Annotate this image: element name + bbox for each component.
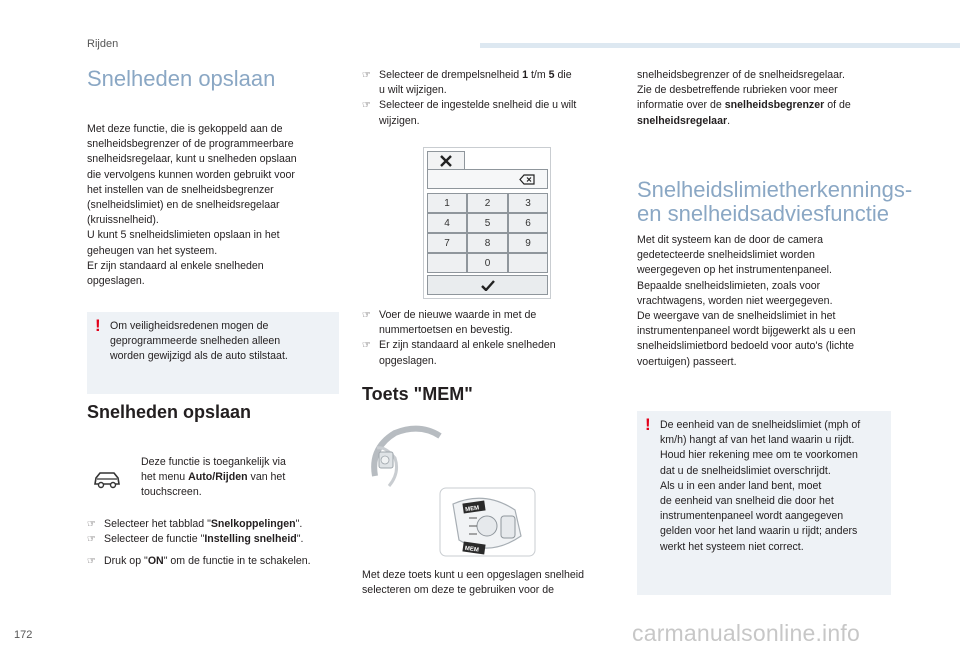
- text: Selecteer de drempelsnelheid: [379, 69, 523, 81]
- mem-section-title: Toets "MEM": [362, 384, 473, 404]
- warning-line: werkt het systeem niet correct.: [660, 540, 804, 553]
- continued-paragraph: [637, 68, 897, 129]
- key-4[interactable]: 4: [427, 213, 467, 233]
- threshold-steps: [362, 68, 617, 129]
- bullet-icon: ☞: [362, 100, 371, 112]
- safety-warning-box: [87, 312, 339, 394]
- menu-auto: Auto: [188, 471, 213, 484]
- warning-line: worden gewijzigd als de auto stilstaat.: [110, 350, 288, 363]
- speed-limit-recognition-title: [637, 177, 913, 227]
- body-line: voertuigen) passeert.: [637, 355, 737, 368]
- text: Selecteer de functie ": [104, 533, 205, 546]
- step-item: [362, 308, 617, 338]
- menu-note-line: [141, 470, 331, 485]
- menu-note-line: touchscreen.: [141, 486, 202, 499]
- bullet-icon: ☞: [87, 556, 96, 567]
- intro-line: snelheidsbegrenzer of de programmeerbare: [87, 138, 294, 151]
- bullet-icon: ☞: [87, 519, 96, 530]
- text: ".: [295, 518, 303, 530]
- key-5[interactable]: 5: [467, 213, 508, 233]
- keypad-illustration: [423, 147, 551, 299]
- continued-line: Zie de desbetreffende rubrieken voor meer: [637, 84, 838, 97]
- recognition-body: [637, 233, 902, 370]
- text: .: [727, 114, 731, 127]
- text: " om de functie in te schakelen.: [163, 555, 311, 567]
- step-item: [362, 98, 617, 128]
- intro-line: die vervolgens kunnen worden gebruikt voor: [87, 168, 295, 181]
- intro-line: (kruissnelheid).: [87, 214, 159, 227]
- page-title: Snelheden opslaan: [87, 66, 276, 91]
- unit-warning-box: [637, 411, 891, 595]
- keypad-close-button[interactable]: [427, 151, 465, 171]
- mem-description-line: selecteren om deze te gebruiken voor de: [362, 584, 554, 597]
- key-8[interactable]: 8: [467, 233, 508, 253]
- function-name: Instelling snelheid: [204, 533, 297, 546]
- text: informatie over de: [637, 99, 725, 112]
- bullet-icon: ☞: [87, 534, 96, 546]
- term: snelheidsbegrenzer: [724, 99, 825, 112]
- header-rule: [480, 43, 960, 48]
- text: opgeslagen.: [379, 354, 437, 367]
- key-0[interactable]: 0: [467, 253, 508, 273]
- keypad-confirm-button[interactable]: [427, 275, 548, 295]
- menu-separator: /: [212, 471, 216, 484]
- intro-line: het instellen van de snelheidsbegrenzer: [87, 183, 274, 196]
- text: van het: [247, 471, 286, 484]
- text: Er zijn standaard al enkele snelheden: [379, 339, 556, 352]
- warning-icon: !: [95, 316, 101, 335]
- warning-line: Als u in een ander land bent, moet: [660, 479, 822, 492]
- key-blank-right: [508, 253, 548, 273]
- section-subtitle: Snelheden opslaan: [87, 402, 252, 422]
- body-line: vrachtwagens, worden niet weergegeven.: [637, 294, 833, 307]
- continued-line: [637, 98, 897, 113]
- steps-list-b: [87, 554, 357, 569]
- menu-access-note: [141, 455, 331, 501]
- intro-line: opgeslagen.: [87, 275, 145, 288]
- body-line: instrumentenpaneel wordt bijgewerkt als u een: [637, 325, 856, 338]
- mem-label-top: MEM: [464, 505, 480, 514]
- on-label: ON: [147, 555, 164, 567]
- steps-list-a: [87, 517, 347, 547]
- mem-label-bottom: MEM: [464, 545, 480, 554]
- text: u wilt wijzigen.: [379, 84, 447, 97]
- intro-line: U kunt 5 snelheidslimieten opslaan in het: [87, 229, 280, 242]
- continued-line: [637, 114, 897, 129]
- key-1[interactable]: 1: [427, 193, 467, 213]
- warning-line: geprogrammeerde snelheden alleen: [110, 335, 281, 348]
- step-item: [362, 338, 617, 368]
- bullet-icon: ☞: [362, 310, 371, 321]
- key-3[interactable]: 3: [508, 193, 548, 213]
- text: ".: [296, 533, 304, 546]
- warning-line: gelden voor het land waarin u rijdt; anders: [660, 525, 858, 538]
- watermark: carmanualsonline.info: [632, 620, 860, 646]
- mem-description-line: Met deze toets kunt u een opgeslagen snelheid: [362, 569, 585, 581]
- text: Druk op ": [104, 555, 148, 567]
- key-2[interactable]: 2: [467, 193, 508, 213]
- tab-name: Snelkoppelingen: [210, 518, 296, 530]
- intro-line: geheugen van het systeem.: [87, 244, 218, 257]
- warning-line: km/h) hangt af van het land waarin u rijdt.: [660, 434, 855, 447]
- text: het menu: [141, 471, 189, 484]
- intro-line: Er zijn standaard al enkele snelheden: [87, 259, 264, 272]
- body-line: Bepaalde snelheidslimieten, zoals voor: [637, 279, 821, 292]
- steering-wheel-mem-illustration: [365, 418, 560, 558]
- value: 1: [522, 69, 529, 81]
- warning-line: Houd hier rekening mee om te voorkomen: [660, 449, 858, 462]
- intro-line: Met deze functie, die is gekoppeld aan de: [87, 123, 283, 135]
- menu-rijden: Rijden: [215, 471, 248, 484]
- text: Selecteer de ingestelde snelheid die u wilt: [379, 99, 577, 112]
- intro-paragraph: [87, 122, 337, 289]
- body-line: snelheidslimietbord bedoeld voor auto's (lichte: [637, 340, 854, 353]
- warning-line: instrumentenpaneel wordt aangegeven: [660, 510, 844, 523]
- bullet-icon: ☞: [362, 70, 371, 81]
- checkmark-icon: [481, 280, 495, 291]
- page-number: 172: [14, 629, 33, 641]
- text: Selecteer het tabblad ": [104, 518, 211, 530]
- body-line: weergegeven op het instrumentenpaneel.: [637, 264, 832, 277]
- warning-icon: !: [645, 415, 651, 434]
- step-item: [87, 554, 357, 569]
- text: Voer de nieuwe waarde in met de: [379, 309, 537, 321]
- step-item: [362, 68, 617, 98]
- body-line: De weergave van de snelheidslimiet in het: [637, 310, 836, 323]
- warning-line: dat u de snelheidslimiet overschrijdt.: [660, 464, 831, 477]
- keypad-input-field[interactable]: [427, 169, 548, 189]
- title-line: en snelheidsadviesfunctie: [637, 201, 889, 227]
- mem-description: [362, 568, 622, 598]
- section-label: Rijden: [87, 38, 119, 50]
- warning-line: De eenheid van de snelheidslimiet (mph of: [660, 419, 861, 431]
- car-icon: [92, 469, 122, 491]
- text: of de: [824, 99, 851, 112]
- body-line: gedetecteerde snelheidslimiet worden: [637, 249, 815, 262]
- warning-line: de eenheid van snelheid die door het: [660, 495, 834, 508]
- text: nummertoetsen en bevestig.: [379, 324, 513, 337]
- continued-line: snelheidsbegrenzer of de snelheidsregelaar.: [637, 69, 845, 81]
- key-blank-left: [427, 253, 467, 273]
- term: snelheidsregelaar: [637, 114, 728, 127]
- text: wijzigen.: [379, 114, 420, 127]
- warning-line: Om veiligheidsredenen mogen de: [110, 320, 269, 332]
- value: 5: [548, 69, 555, 81]
- body-line: Met dit systeem kan de door de camera: [637, 234, 824, 246]
- bullet-icon: ☞: [362, 340, 371, 352]
- backspace-icon: [519, 174, 535, 185]
- intro-line: (snelheidslimiet) en de snelheidsregelaar: [87, 199, 280, 212]
- text: die: [554, 69, 572, 81]
- menu-note-line: Deze functie is toegankelijk via: [141, 456, 286, 468]
- key-9[interactable]: 9: [508, 233, 548, 253]
- step-item: [87, 532, 347, 547]
- key-6[interactable]: 6: [508, 213, 548, 233]
- intro-line: snelheidsregelaar, kunt u snelheden opslaan: [87, 153, 297, 166]
- key-7[interactable]: 7: [427, 233, 467, 253]
- title-line: Snelheidslimietherkennings-: [637, 177, 913, 202]
- close-icon: [440, 155, 452, 167]
- step-item: [87, 517, 347, 532]
- text: t/m: [528, 69, 549, 81]
- entry-steps: [362, 308, 617, 369]
